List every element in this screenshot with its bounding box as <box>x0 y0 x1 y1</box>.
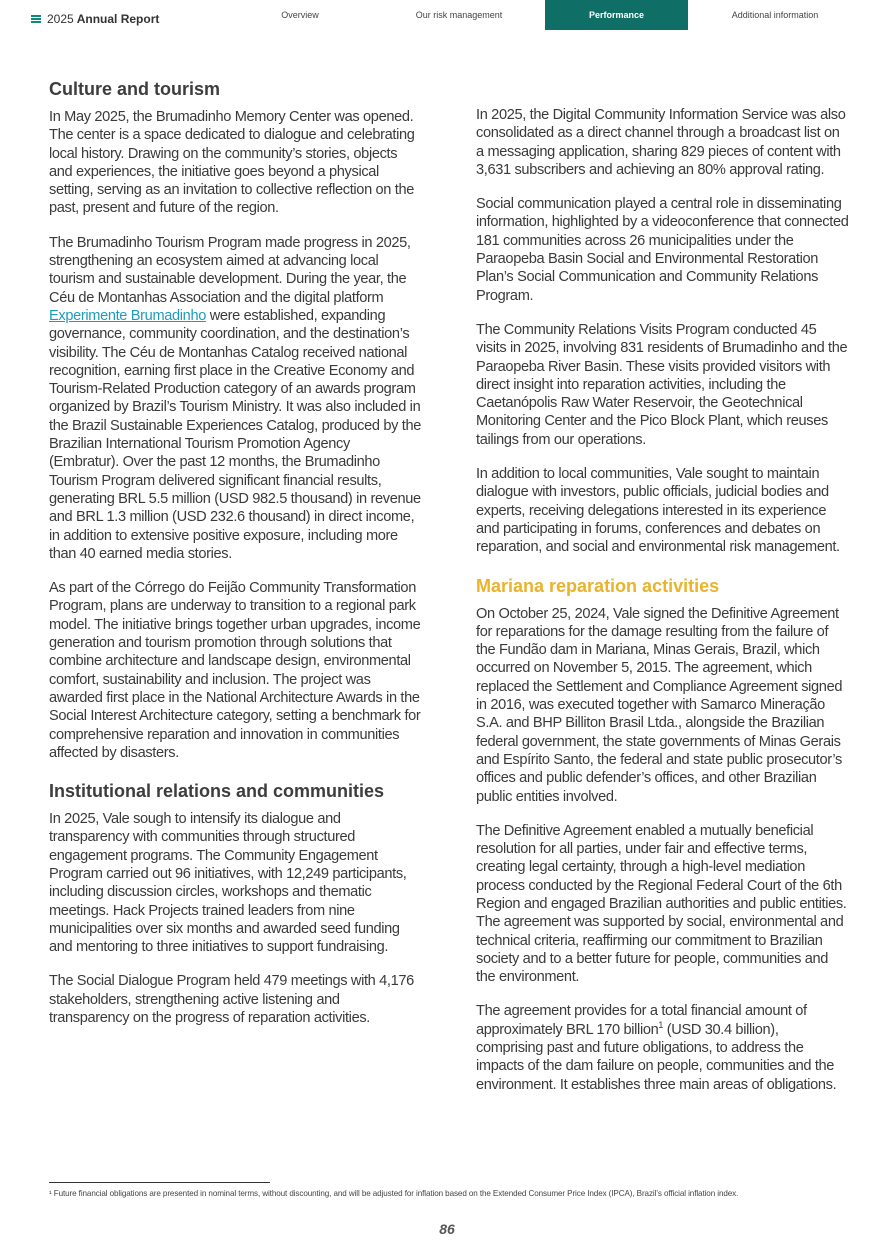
paragraph-text: The Brumadinho Tourism Program made progress in 2025, strengthening an ecosystem aimed at advancing local tourism and sustainable development. During the year, the Céu de Montanhas Association and the digital platform <box>49 234 411 306</box>
mariana-reparation-heading: Mariana reparation activities <box>476 575 720 596</box>
paragraph-text: (USD 30.4 billion), comprising past and future obligations, to address the impacts of the dam failure on people, communities and the environment. It establishes three main areas of obligations. <box>476 1021 837 1093</box>
paragraph: The Community Relations Visits Program conducted 45 visits in 2025, involving 831 residents of Brumadinho and the Paraopeba River Basin. These visits provided visitors with direct insight into reparation activities, including the Caetanópolis Raw Water Reservoir, the Geotechnical Monitoring Center and the Pico Block Plant, which reuses tailings from our operations. <box>476 321 848 448</box>
paragraph: In addition to local communities, Vale sought to maintain dialogue with investors, public officials, judicial bodies and experts, receiving delegations interested in its experience and participating in forums, conferences and debates on reparation, and social and environmental risk management. <box>476 466 840 556</box>
tab-performance[interactable]: Performance <box>545 0 688 30</box>
right-column <box>476 106 849 1110</box>
paragraph: The Definitive Agreement enabled a mutually beneficial resolution for all parties, under fair and effective terms, creating legal certainty, through a high-level mediation process conducted by the Regional Federal Court of the 6th Region and engaged Brazilian authorities and public entities. The agreement was supported by social, environmental and technical criteria, reaffirming our commitment to Brazilian society and to a better future for people, communities and the environment. <box>476 822 847 986</box>
tab-additional-information[interactable]: Additional information <box>731 10 819 20</box>
paragraph: In May 2025, the Brumadinho Memory Center was opened. The center is a space dedicated to dialogue and celebrating local history. Drawing on the community’s stories, objects and experiences, the initiative goes beyond a physical setting, serving as an invitation to collective reflection on the past, present and future of the region. <box>49 109 415 217</box>
paragraph: On October 25, 2024, Vale signed the Definitive Agreement for reparations for the damage resulting from the failure of the Fundão dam in Mariana, Minas Gerais, Brazil, which occurred on November 5, 2015. The agreement, which replaced the Settlement and Compliance Agreement signed in 2016, was executed together with Samarco Mineração S.A. and BHP Billiton Brasil Ltda., alongside the Brazilian federal government, the state governments of Minas Gerais and Espírito Santo, the federal and state public prosecutor’s offices and public defender’s offices, and other Brazilian public entities involved. <box>476 605 843 805</box>
paragraph: As part of the Córrego do Feijão Community Transformation Program, plans are underway to transition to a regional park model. The initiative brings together urban upgrades, income generation and tourism promotion through solutions that combine architecture and landscape design, environmental comfort, sustainability and inclusion. The project was awarded first place in the National Architecture Awards in the Social Interest Architecture category, setting a benchmark for comprehensive reparation and innovation in communities affected by disasters. <box>49 580 421 761</box>
brand[interactable] <box>31 12 159 26</box>
top-navigation-bar <box>0 0 894 30</box>
brand-name: Annual Report <box>76 12 160 26</box>
experimente-brumadinho-link[interactable]: Experimente Brumadinho <box>49 307 206 324</box>
footnote: ¹ Future financial obligations are presented in nominal terms, without discounting, and will be adjusted for inflation based on the Extended Consumer Price Index (IPCA), Brazil’s official inflation index. <box>49 1189 739 1198</box>
paragraph-text: were established, expanding governance, community coordination, and the destination’s visibility. The Céu de Montanhas Catalog received national recognition, earning first place in the Creative Economy and Tourism-Related Production category of an awards program organized by Brazil’s Tourism Ministry. It was also included in the Brazil Sustainable Experiences Catalog, produced by the Brazilian International Tourism Promotion Agency (Embratur). Over the past 12 months, the Brumadinho Tourism Program delivered significant financial results, generating BRL 5.5 million (USD 982.5 thousand) in revenue and BRL 1.3 million (USD 232.6 thousand) in direct income, in addition to extensive positive exposure, including more than 40 earned media stories. <box>49 307 421 562</box>
paragraph: In 2025, the Digital Community Information Service was also consolidated as a direct channel through a broadcast list on a messaging application, sharing 829 pieces of content with 3,631 subscribers and achieving an 80% approval rating. <box>476 107 846 178</box>
footnote-divider <box>49 1182 270 1183</box>
paragraph <box>49 234 422 563</box>
paragraph: The Social Dialogue Program held 479 meetings with 4,176 stakeholders, strengthening active listening and transparency on the progress of reparation activities. <box>49 973 414 1027</box>
tab-our-risk-management[interactable]: Our risk management <box>415 10 503 20</box>
institutional-relations-heading: Institutional relations and communities <box>49 781 385 802</box>
paragraph: In 2025, Vale sough to intensify its dialogue and transparency with communities through structured engagement programs. The Community Engagement Program carried out 96 initiatives, with 12,249 participants, including discussion circles, workshops and thematic meetings. Hack Projects trained leaders from nine municipalities over six months and awarded seed funding and mentoring to three initiatives to support fundraising. <box>49 811 407 956</box>
paragraph: Social communication played a central role in disseminating information, highlighted by a videoconference that connected 181 communities across 26 municipalities under the Paraopeba Basin Social and Environmental Restoration Plan’s Social Communication and Community Relations Program. <box>476 196 849 304</box>
tab-overview[interactable]: Overview <box>281 10 319 20</box>
paragraph-text: The agreement provides for a total financial amount of approximately BRL 170 billion <box>476 1003 807 1038</box>
left-column <box>49 76 422 1043</box>
brand-year: 2025 <box>47 12 74 26</box>
paragraph <box>476 1002 849 1093</box>
footnote-reference: 1 <box>658 1019 664 1030</box>
culture-tourism-heading: Culture and tourism <box>49 79 221 99</box>
hamburger-menu-icon[interactable] <box>31 15 41 23</box>
page-number: 86 <box>439 1221 455 1237</box>
